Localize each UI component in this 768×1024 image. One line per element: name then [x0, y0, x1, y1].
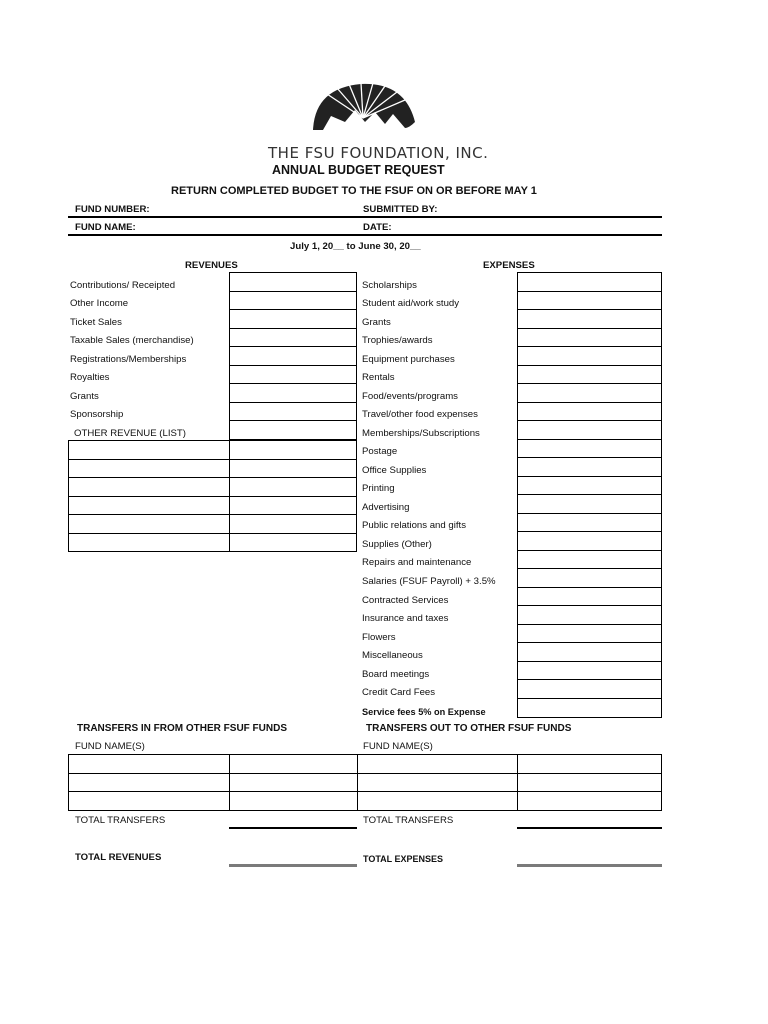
document-title: ANNUAL BUDGET REQUEST	[272, 163, 445, 177]
expense-label: Travel/other food expenses	[362, 409, 478, 420]
expense-label: Memberships/Subscriptions	[362, 428, 480, 439]
expense-amount-cell[interactable]	[518, 477, 662, 495]
revenue-amount-cell[interactable]	[230, 347, 357, 366]
revenue-label: Contributions/ Receipted	[70, 280, 176, 291]
revenue-label: Royalties	[70, 372, 110, 383]
fund-number-line[interactable]	[68, 216, 662, 218]
fund-number-label: FUND NUMBER:	[75, 204, 150, 215]
transfer-out-amount-cell[interactable]	[518, 755, 662, 774]
transfer-in-amount-cell[interactable]	[230, 792, 358, 811]
expense-label: Board meetings	[362, 669, 430, 680]
expense-label: Postage	[362, 446, 398, 457]
transfers-out-header: TRANSFERS OUT TO OTHER FSUF FUNDS	[366, 723, 572, 734]
total-expenses-label: TOTAL EXPENSES	[363, 854, 444, 864]
expense-amounts-table	[517, 272, 662, 718]
transfer-in-fund-cell[interactable]	[69, 755, 230, 774]
total-transfers-out-label: TOTAL TRANSFERS	[363, 815, 454, 826]
transfer-out-fund-cell[interactable]	[358, 774, 518, 792]
fund-name-line[interactable]	[68, 234, 662, 236]
other-revenue-name-cell[interactable]	[69, 515, 230, 534]
expense-amount-cell[interactable]	[518, 384, 662, 403]
revenue-amount-cell[interactable]	[230, 292, 357, 310]
other-revenue-amount-cell[interactable]	[230, 515, 357, 534]
expense-label: Grants	[362, 317, 391, 328]
expense-label: Rentals	[362, 372, 395, 383]
expense-amount-cell[interactable]	[518, 569, 662, 588]
transfers-in-header: TRANSFERS IN FROM OTHER FSUF FUNDS	[77, 723, 287, 734]
expense-label: Insurance and taxes	[362, 613, 449, 624]
expense-label: Trophies/awards	[362, 335, 433, 346]
foundation-logo	[305, 78, 425, 144]
expense-label: Equipment purchases	[362, 354, 455, 365]
expense-label: Printing	[362, 483, 395, 494]
transfer-out-amount-cell[interactable]	[518, 774, 662, 792]
expense-amount-cell[interactable]	[518, 440, 662, 458]
expense-amount-cell[interactable]	[518, 310, 662, 329]
date-label: DATE:	[363, 222, 392, 233]
total-expenses-line[interactable]	[517, 864, 662, 867]
other-revenue-table	[68, 440, 357, 552]
other-revenue-label: OTHER REVENUE (LIST)	[74, 428, 186, 439]
other-revenue-name-cell[interactable]	[69, 441, 230, 460]
other-revenue-amount-cell[interactable]	[230, 441, 357, 460]
expense-amount-cell[interactable]	[518, 514, 662, 532]
total-revenues-label: TOTAL REVENUES	[75, 852, 162, 863]
expense-amount-cell[interactable]	[518, 495, 662, 514]
fund-name-label: FUND NAME:	[75, 222, 136, 233]
expense-label: Office Supplies	[362, 465, 427, 476]
expense-amount-cell[interactable]	[518, 273, 662, 292]
revenue-amounts-table	[229, 272, 357, 440]
expense-label: Supplies (Other)	[362, 539, 432, 550]
expense-amount-cell[interactable]	[518, 329, 662, 347]
expense-amount-cell[interactable]	[518, 366, 662, 384]
expense-amount-cell[interactable]	[518, 680, 662, 699]
expense-amount-cell[interactable]	[518, 347, 662, 366]
other-revenue-name-cell[interactable]	[69, 534, 230, 552]
expense-label: Food/events/programs	[362, 391, 458, 402]
expense-label: Public relations and gifts	[362, 520, 466, 531]
expense-label: Repairs and maintenance	[362, 557, 472, 568]
sunburst-logo-icon	[305, 78, 425, 144]
expense-amount-cell[interactable]	[518, 551, 662, 569]
revenue-amount-cell[interactable]	[230, 273, 357, 292]
revenue-label: Taxable Sales (merchandise)	[70, 335, 194, 346]
expense-amount-cell[interactable]	[518, 606, 662, 625]
expense-amount-cell[interactable]	[518, 403, 662, 421]
revenue-label: Grants	[70, 391, 99, 402]
expense-label: Miscellaneous	[362, 650, 423, 661]
transfer-out-fund-cell[interactable]	[358, 755, 518, 774]
expense-label: Flowers	[362, 632, 396, 643]
expense-label: Contracted Services	[362, 595, 449, 606]
transfer-out-fund-cell[interactable]	[358, 792, 518, 811]
expense-label: Advertising	[362, 502, 410, 513]
expense-amount-cell[interactable]	[518, 662, 662, 680]
submitted-by-label: SUBMITTED BY:	[363, 204, 438, 215]
fund-names-out-label: FUND NAME(S)	[363, 741, 433, 752]
fund-names-in-label: FUND NAME(S)	[75, 741, 145, 752]
expense-amount-cell[interactable]	[518, 532, 662, 551]
budget-period: July 1, 20__ to June 30, 20__	[290, 241, 421, 252]
revenue-label: Other Income	[70, 298, 129, 309]
other-revenue-name-cell[interactable]	[69, 497, 230, 515]
total-revenues-line[interactable]	[229, 864, 357, 867]
expense-amount-cell[interactable]	[518, 643, 662, 662]
expense-amount-cell[interactable]	[518, 625, 662, 643]
revenue-label: Registrations/Memberships	[70, 354, 187, 365]
total-transfers-out-line[interactable]	[517, 827, 662, 829]
total-transfers-in-line[interactable]	[229, 827, 357, 829]
expense-amount-cell[interactable]	[518, 588, 662, 606]
revenue-amount-cell[interactable]	[230, 403, 357, 421]
transfer-in-amount-cell[interactable]	[230, 755, 358, 774]
other-revenue-amount-cell[interactable]	[230, 497, 357, 515]
expense-amount-cell[interactable]	[518, 292, 662, 310]
expense-amount-cell[interactable]	[518, 458, 662, 477]
revenue-amount-cell[interactable]	[230, 384, 357, 403]
expense-label: Credit Card Fees	[362, 687, 436, 698]
expenses-header: EXPENSES	[483, 260, 535, 271]
revenue-amount-cell[interactable]	[230, 329, 357, 347]
logo-text: THE FSU FOUNDATION, INC.	[268, 144, 489, 162]
expense-label: Salaries (FSUF Payroll) + 3.5%	[362, 576, 496, 587]
transfer-in-amount-cell[interactable]	[230, 774, 358, 792]
transfer-in-fund-cell[interactable]	[69, 792, 230, 811]
instruction-text: RETURN COMPLETED BUDGET TO THE FSUF ON OR BEFORE MAY 1	[171, 185, 537, 197]
revenue-amount-cell[interactable]	[230, 310, 357, 329]
other-revenue-name-cell[interactable]	[69, 460, 230, 478]
other-revenue-amount-cell[interactable]	[230, 534, 357, 552]
revenue-amount-cell[interactable]	[230, 421, 357, 440]
expense-label: Scholarships	[362, 280, 417, 291]
total-transfers-in-label: TOTAL TRANSFERS	[75, 815, 166, 826]
transfers-table	[68, 754, 662, 811]
expense-label: Student aid/work study	[362, 298, 460, 309]
expense-amount-cell[interactable]	[518, 421, 662, 440]
revenues-header: REVENUES	[185, 260, 238, 271]
transfer-out-amount-cell[interactable]	[518, 792, 662, 811]
revenue-label: Ticket Sales	[70, 317, 122, 328]
other-revenue-amount-cell[interactable]	[230, 460, 357, 478]
service-fees-label: Service fees 5% on Expense	[362, 707, 486, 717]
other-revenue-amount-cell[interactable]	[230, 478, 357, 497]
other-revenue-name-cell[interactable]	[69, 478, 230, 497]
transfer-in-fund-cell[interactable]	[69, 774, 230, 792]
service-fees-amount-cell[interactable]	[518, 699, 662, 718]
revenue-label: Sponsorship	[70, 409, 124, 420]
revenue-amount-cell[interactable]	[230, 366, 357, 384]
